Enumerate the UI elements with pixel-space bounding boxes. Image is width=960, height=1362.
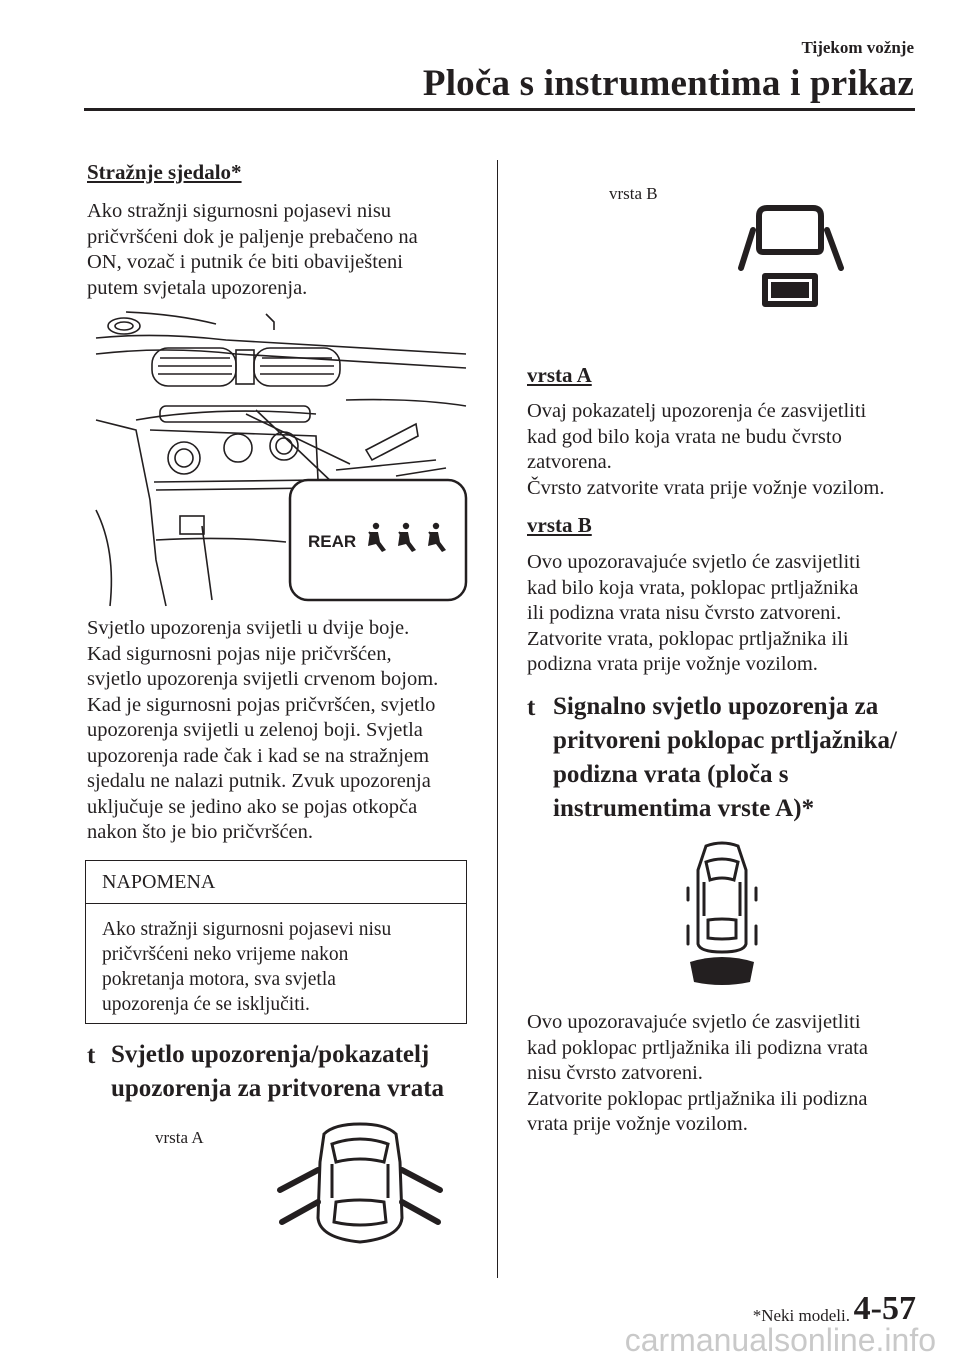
- heading-line: Svjetlo upozorenja/pokazatelj: [111, 1041, 430, 1068]
- section-bullet: t: [87, 1042, 96, 1069]
- watermark: carmanualsonline.info: [624, 1322, 936, 1358]
- text-line: uključuje se jedino ako se pojas otkopča: [87, 795, 418, 818]
- heading-line: instrumentima vrste A)*: [553, 795, 815, 822]
- heading-line: upozorenja za pritvorena vrata: [111, 1075, 445, 1102]
- type-b-paragraph: [527, 550, 861, 678]
- header-divider: [84, 108, 915, 111]
- text-line: Ovo upozoravajuće svjetlo će zasvijetliti: [527, 1011, 861, 1033]
- footnote: *Neki modeli.: [752, 1306, 850, 1325]
- note-box: [85, 860, 467, 1024]
- text-line: Ovaj pokazatelj upozorenja će zasvijetliti: [527, 400, 867, 422]
- column-divider: [497, 160, 498, 1278]
- text-line: Ako stražnji sigurnosni pojasevi nisu: [102, 919, 392, 940]
- text-line: kad god bilo koja vrata ne budu čvrsto: [527, 425, 842, 448]
- page-title: Ploča s instrumentima i prikaz: [422, 63, 914, 104]
- section-bullet: t: [527, 694, 536, 721]
- text-line: podizna vrata prije vožnje vozilom.: [527, 653, 818, 675]
- trunk-open-warning-icon: [686, 840, 758, 990]
- text-line: Ako stražnji sigurnosni pojasevi nisu: [87, 200, 392, 222]
- note-text: [102, 917, 391, 1017]
- text-line: nakon što je bio pričvršćen.: [87, 821, 314, 843]
- rear-label: REAR: [308, 532, 357, 551]
- text-line: upozorenja će se isključiti.: [102, 994, 310, 1015]
- text-line: Kad sigurnosni pojas nije pričvršćen,: [87, 642, 392, 665]
- type-a-heading: vrsta A: [527, 363, 592, 387]
- note-header: [86, 861, 466, 904]
- page-number: 4-57: [853, 1290, 916, 1327]
- text-line: kad poklopac prtljažnika ili podizna vrata: [527, 1036, 868, 1059]
- trunk-paragraph: [527, 1010, 868, 1138]
- text-line: vrata prije vožnje vozilom.: [527, 1113, 748, 1135]
- text-line: svjetlo upozorenja svijetli crvenom bojom.: [87, 668, 439, 690]
- warning-light-paragraph: [87, 616, 438, 846]
- dashboard-illustration: [96, 310, 476, 606]
- text-line: upozorenja rade čak i kad se na stražnjem: [87, 744, 430, 767]
- text-line: nisu čvrsto zatvoreni.: [527, 1062, 703, 1084]
- door-warning-heading: [111, 1038, 444, 1106]
- text-line: pričvršćeni neko vrijeme nakon: [102, 944, 349, 965]
- type-b-heading: vrsta B: [527, 513, 592, 537]
- heading-line: Signalno svjetlo upozorenja za: [553, 693, 879, 720]
- text-line: putem svjetala upozorenja.: [87, 276, 308, 299]
- text-line: sjedalu ne nalazi putnik. Zvuk upozorenja: [87, 770, 431, 792]
- heading-line: pritvoreni poklopac prtljažnika/: [553, 727, 898, 754]
- type-a-paragraph: [527, 399, 885, 501]
- trunk-warning-heading: [553, 690, 897, 826]
- text-line: Svjetlo upozorenja svijetli u dvije boje.: [87, 617, 410, 639]
- text-line: Zatvorite poklopac prtljažnika ili podizna: [527, 1087, 868, 1110]
- text-line: pokretanja motora, sva svjetla: [102, 969, 336, 990]
- type-b-caption: vrsta B: [609, 184, 658, 203]
- door-ajar-warning-icon-type-b: [737, 204, 847, 312]
- section-name: Tijekom vožnje: [801, 38, 914, 57]
- text-line: Zatvorite vrata, poklopac prtljažnika ili: [527, 627, 849, 650]
- heading-line: podizna vrata (ploča s: [553, 761, 789, 788]
- text-line: kad bilo koja vrata, poklopac prtljažnika: [527, 576, 859, 599]
- text-line: ON, vozač i putnik će biti obaviješteni: [87, 251, 403, 273]
- type-a-caption: vrsta A: [155, 1128, 204, 1147]
- text-line: zatvorena.: [527, 451, 612, 473]
- text-line: Kad je sigurnosni pojas pričvršćen, svjetlo: [87, 693, 436, 716]
- rear-seat-heading: Stražnje sjedalo*: [87, 160, 242, 184]
- door-ajar-warning-icon-type-a: [272, 1122, 472, 1246]
- rear-seat-paragraph: [87, 199, 418, 301]
- note-title: NAPOMENA: [102, 871, 216, 893]
- text-line: pričvršćeni dok je paljenje prebačeno na: [87, 225, 418, 248]
- text-line: Čvrsto zatvorite vrata prije vožnje vozilom.: [527, 476, 885, 499]
- text-line: upozorenja svijetli u zelenoj boji. Svjetla: [87, 719, 423, 741]
- text-line: ili podizna vrata nisu čvrsto zatvoreni.: [527, 602, 842, 624]
- text-line: Ovo upozoravajuće svjetlo će zasvijetliti: [527, 551, 861, 573]
